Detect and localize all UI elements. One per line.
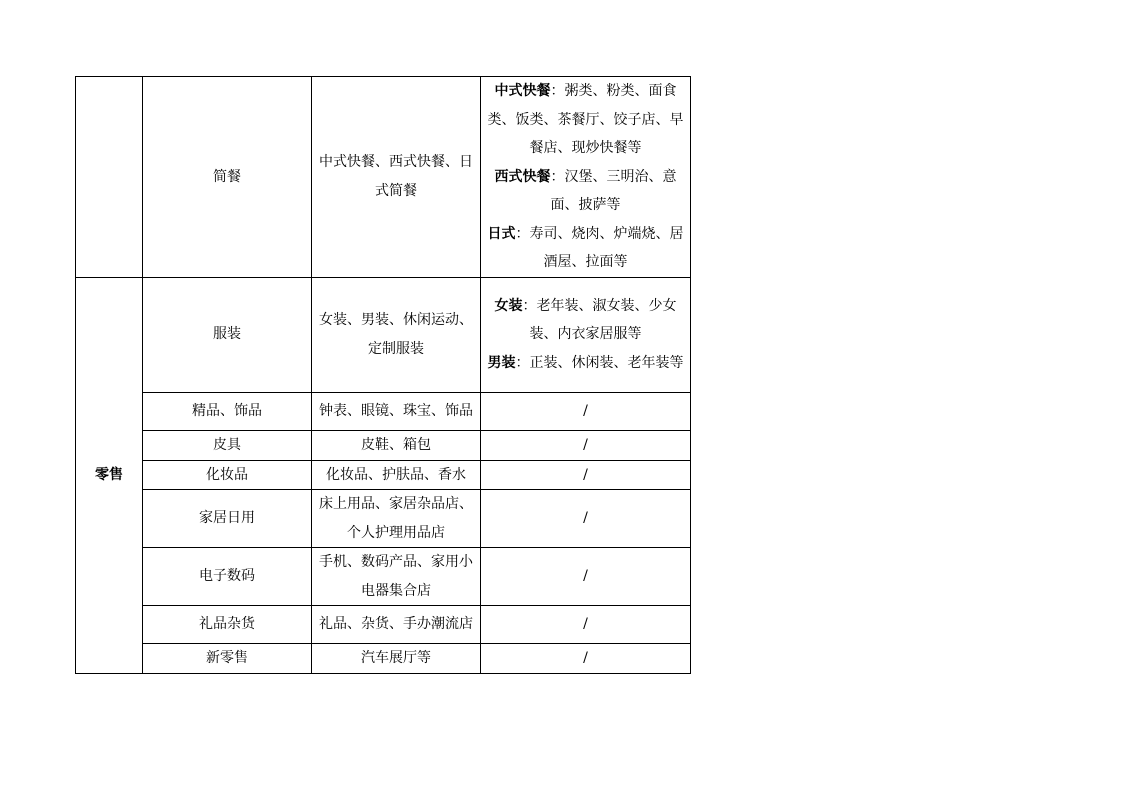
table-row (76, 77, 691, 278)
subcategory-cell: 精品、饰品 (143, 392, 312, 430)
notes-cell: / (481, 490, 691, 548)
table-row (76, 277, 691, 392)
note-text: 正装、休闲装、老年装等 (529, 354, 684, 371)
table-row (76, 392, 691, 430)
notes-cell (481, 277, 691, 392)
note-line (485, 349, 686, 378)
note-sep: ： (550, 168, 565, 185)
types-cell: 钟表、眼镜、珠宝、饰品 (312, 392, 481, 430)
note-line (485, 220, 686, 277)
note-label: 女装 (494, 297, 523, 314)
subcategory-cell: 家居日用 (143, 490, 312, 548)
notes-cell: / (481, 606, 691, 644)
subcategory-cell: 皮具 (143, 430, 312, 460)
note-text: 汉堡、三明治、意面、披萨等 (550, 168, 677, 213)
note-label: 男装 (487, 354, 516, 371)
subcategory-cell: 电子数码 (143, 548, 312, 606)
note-sep: ： (515, 354, 530, 371)
types-cell: 皮鞋、箱包 (312, 430, 481, 460)
notes-cell: / (481, 430, 691, 460)
table-row (76, 490, 691, 548)
table-row (76, 606, 691, 644)
note-label: 中式快餐 (494, 83, 551, 99)
types-cell: 手机、数码产品、家用小电器集合店 (312, 548, 481, 606)
note-line (485, 77, 686, 163)
note-line (485, 292, 686, 349)
notes-cell (481, 77, 691, 278)
types-cell: 汽车展厅等 (312, 644, 481, 674)
note-text: 粥类、粉类、面食类、饭类、茶餐厅、饺子店、早餐店、现炒快餐等 (487, 83, 684, 156)
table-row (76, 460, 691, 490)
notes-cell: / (481, 460, 691, 490)
notes-cell: / (481, 644, 691, 674)
category-cell (76, 77, 143, 278)
note-sep: ： (522, 297, 537, 314)
table-row (76, 430, 691, 460)
subcategory-cell: 化妆品 (143, 460, 312, 490)
category-cell: 零售 (76, 277, 143, 673)
types-cell: 床上用品、家居杂品店、个人护理用品店 (312, 490, 481, 548)
note-label: 西式快餐 (494, 168, 551, 185)
types-cell: 中式快餐、西式快餐、日式简餐 (312, 77, 481, 278)
table-row (76, 644, 691, 674)
notes-cell: / (481, 392, 691, 430)
subcategory-cell: 新零售 (143, 644, 312, 674)
notes-cell: / (481, 548, 691, 606)
table-row (76, 548, 691, 606)
category-table (75, 76, 691, 674)
note-text: 老年装、淑女装、少女装、内衣家居服等 (529, 297, 677, 343)
note-sep: ： (550, 83, 565, 99)
types-cell: 女装、男装、休闲运动、定制服装 (312, 277, 481, 392)
subcategory-cell: 简餐 (143, 77, 312, 278)
types-cell: 化妆品、护肤品、香水 (312, 460, 481, 490)
subcategory-cell: 礼品杂货 (143, 606, 312, 644)
note-text: 寿司、烧肉、炉端烧、居酒屋、拉面等 (529, 225, 684, 270)
note-sep: ： (515, 225, 530, 242)
note-label: 日式 (487, 225, 516, 242)
types-cell: 礼品、杂货、手办潮流店 (312, 606, 481, 644)
subcategory-cell: 服装 (143, 277, 312, 392)
note-line (485, 163, 686, 220)
